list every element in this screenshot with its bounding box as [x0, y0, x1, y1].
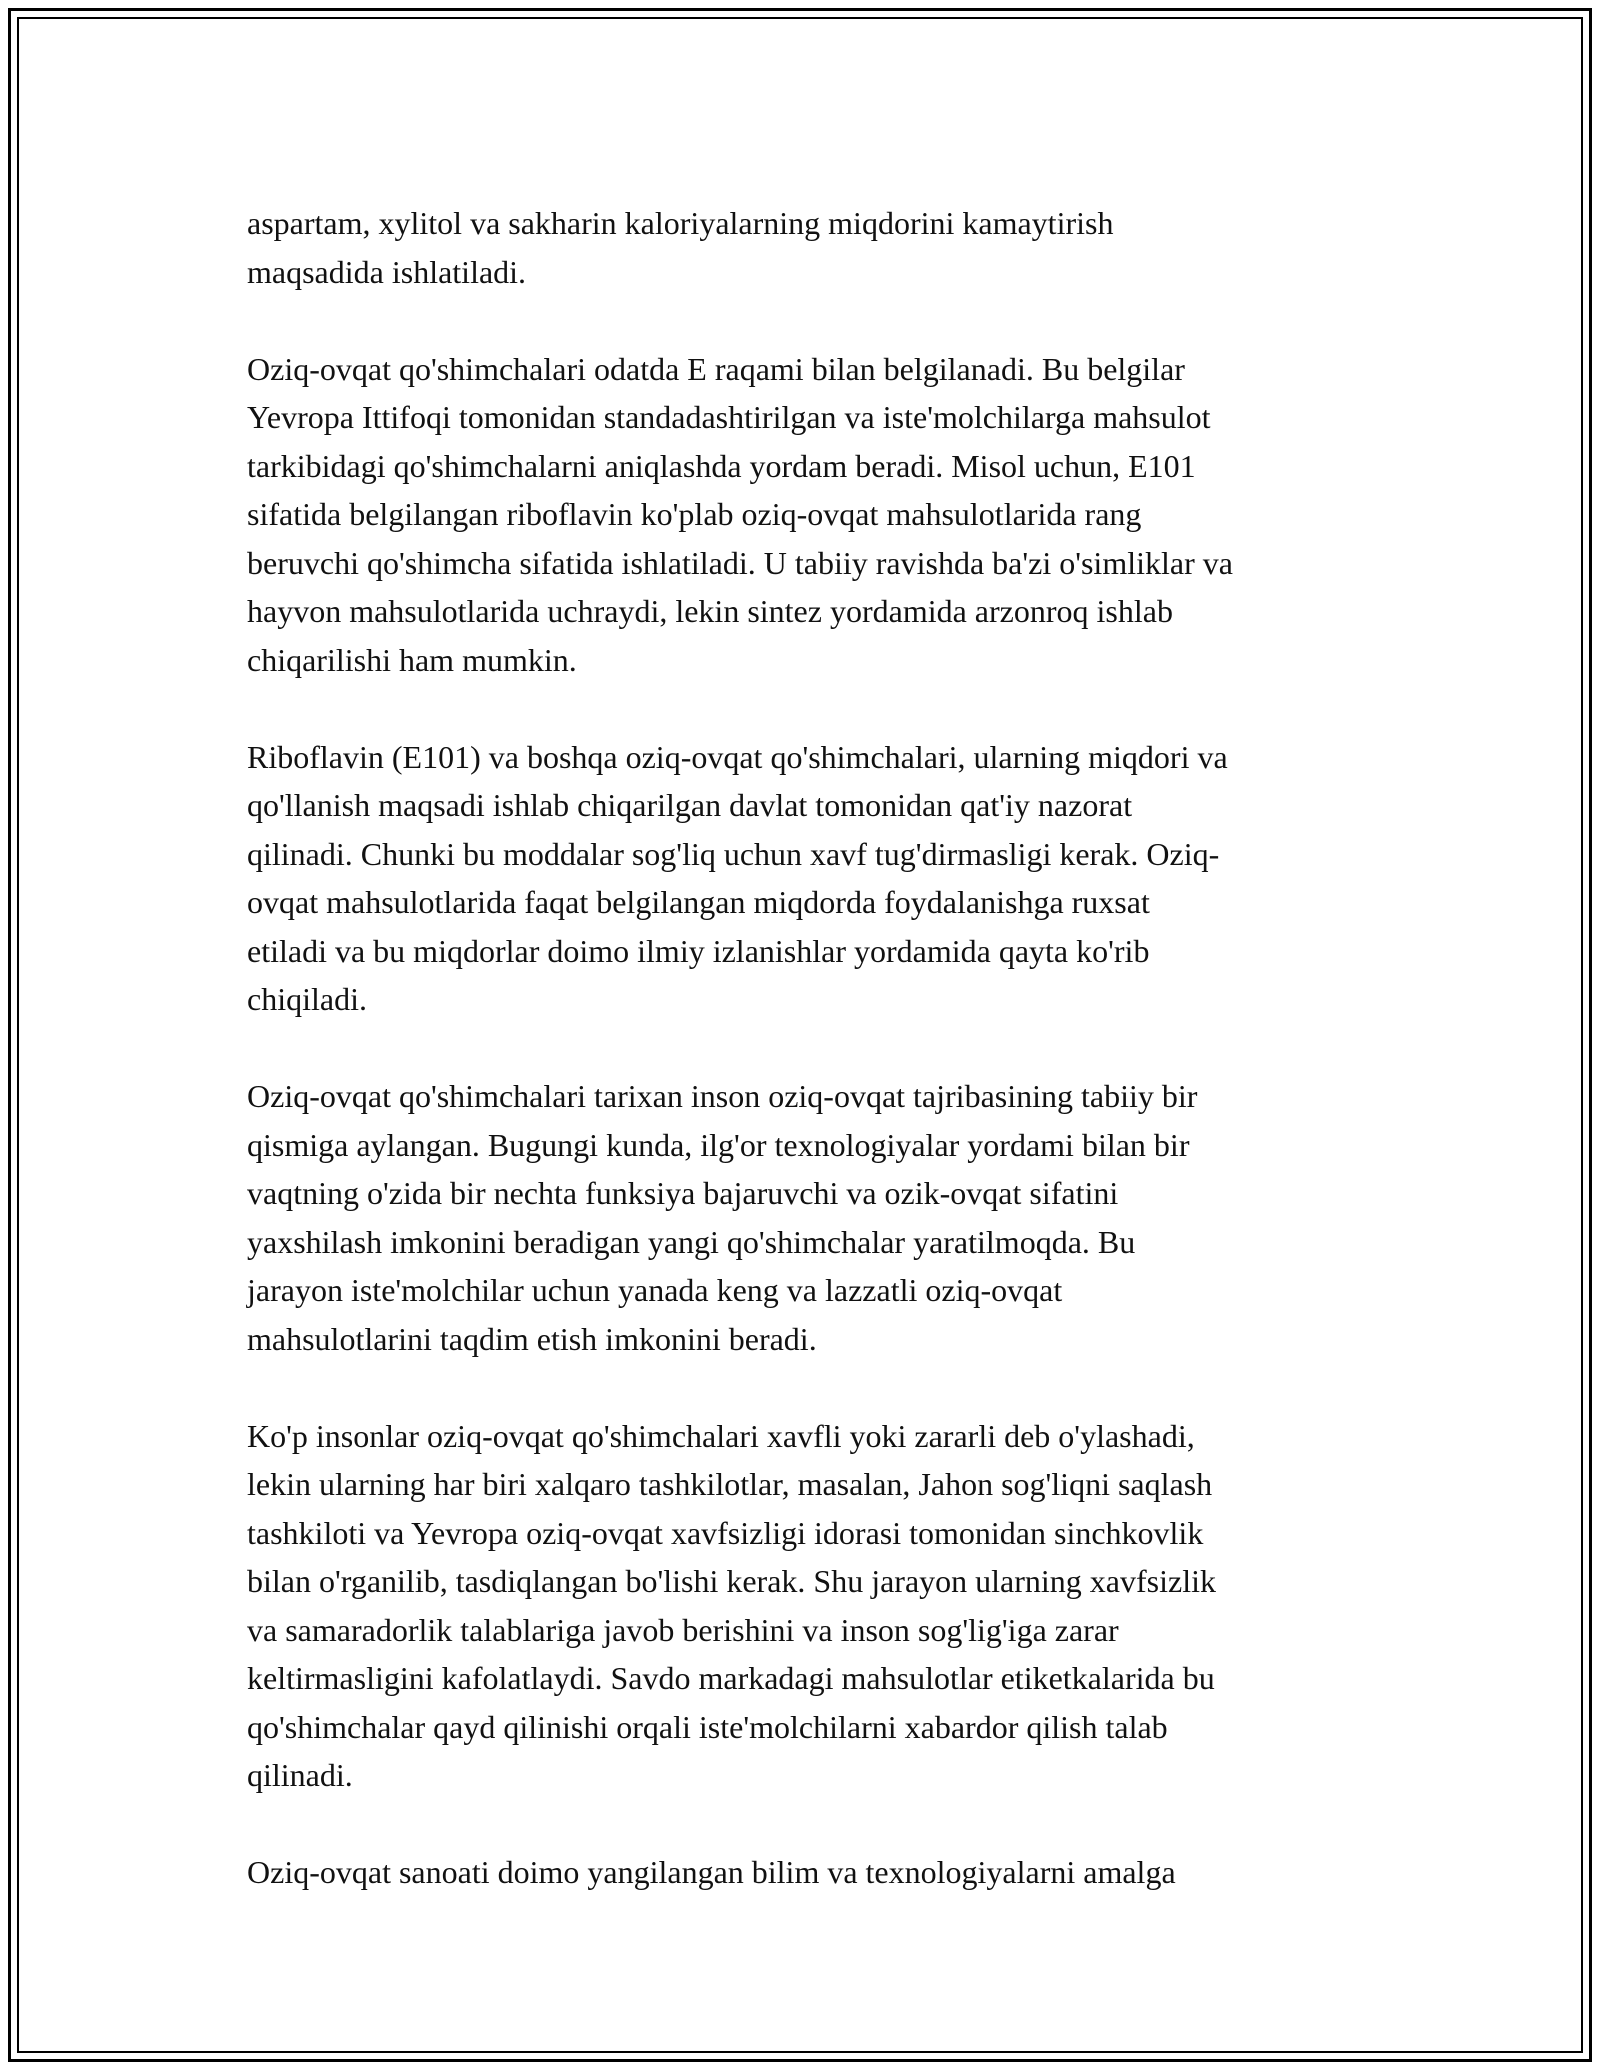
paragraph-5: Ko'p insonlar oziq-ovqat qo'shimchalari xavfli yoki zararli deb o'ylashadi, lekin ularning har biri xalqaro tashkilotlar, masalan, Jahon sog'liqni saqlash tashkiloti va Yevropa oziq-ovqat xavfsizligi idorasi tomonidan sinchkovlik bilan o'rganilib, tasdiqlangan bo'lishi kerak. Shu jarayon ularning xavfsizlik va samaradorlik talablariga javob berishini va inson sog'lig'iga zarar keltirmasligini kafolatlaydi. Savdo markadagi mahsulotlar etiketkalarida bu qo'shimchalar qayd qilinishi orqali iste'molchilarni xabardor qilish talab qilinadi. [247, 1417, 1216, 1793]
paragraph-2: Oziq-ovqat qo'shimchalari odatda E raqami bilan belgilanadi. Bu belgilar Yevropa Ittifoqi tomonidan standadashtirilgan va iste'molchilarga mahsulot tarkibidagi qo'shimchalarni aniqlashda yordam beradi. Misol uchun, E101 sifatida belgilangan riboflavin ko'plab oziq-ovqat mahsulotlarida rang beruvchi qo'shimcha sifatida ishlatiladi. U tabiiy ravishda ba'zi o'simliklar va hayvon mahsulotlarida uchraydi, lekin sintez yordamida arzonroq ishlab chiqarilishi ham mumkin. [247, 350, 1233, 678]
page-frame [8, 8, 1592, 2062]
paragraph-4: Oziq-ovqat qo'shimchalari tarixan inson oziq-ovqat tajribasining tabiiy bir qismiga aylangan. Bugungi kunda, ilg'or texnologiyalar yordami bilan bir vaqtning o'zida bir nechta funksiya bajaruvchi va ozik-ovqat sifatini yaxshilash imkonini beradigan yangi qo'shimchalar yaratilmoqda. Bu jarayon iste'molchilar uchun yanada keng va lazzatli oziq-ovqat mahsulotlarini taqdim etish imkonini beradi. [247, 1078, 1198, 1357]
paragraph-1: aspartam, xylitol va sakharin kaloriyalarning miqdorini kamaytirish maqsadida ishlatiladi. [247, 205, 1114, 290]
paragraph-3: Riboflavin (E101) va boshqa oziq-ovqat qo'shimchalari, ularning miqdori va qo'llanish maqsadi ishlab chiqarilgan davlat tomonidan qat'iy nazorat qilinadi. Chunki bu moddalar sog'liq uchun xavf tug'dirmasligi kerak. Oziq- ovqat mahsulotlarida faqat belgilangan miqdorda foydalanishga ruxsat etiladi va bu miqdorlar doimo ilmiy izlanishlar yordamida qayta ko'rib chiqiladi. [247, 738, 1228, 1017]
paragraph-6: Oziq-ovqat sanoati doimo yangilangan bilim va texnologiyalarni amalga [247, 1854, 1176, 1890]
document-body [247, 199, 1387, 1897]
